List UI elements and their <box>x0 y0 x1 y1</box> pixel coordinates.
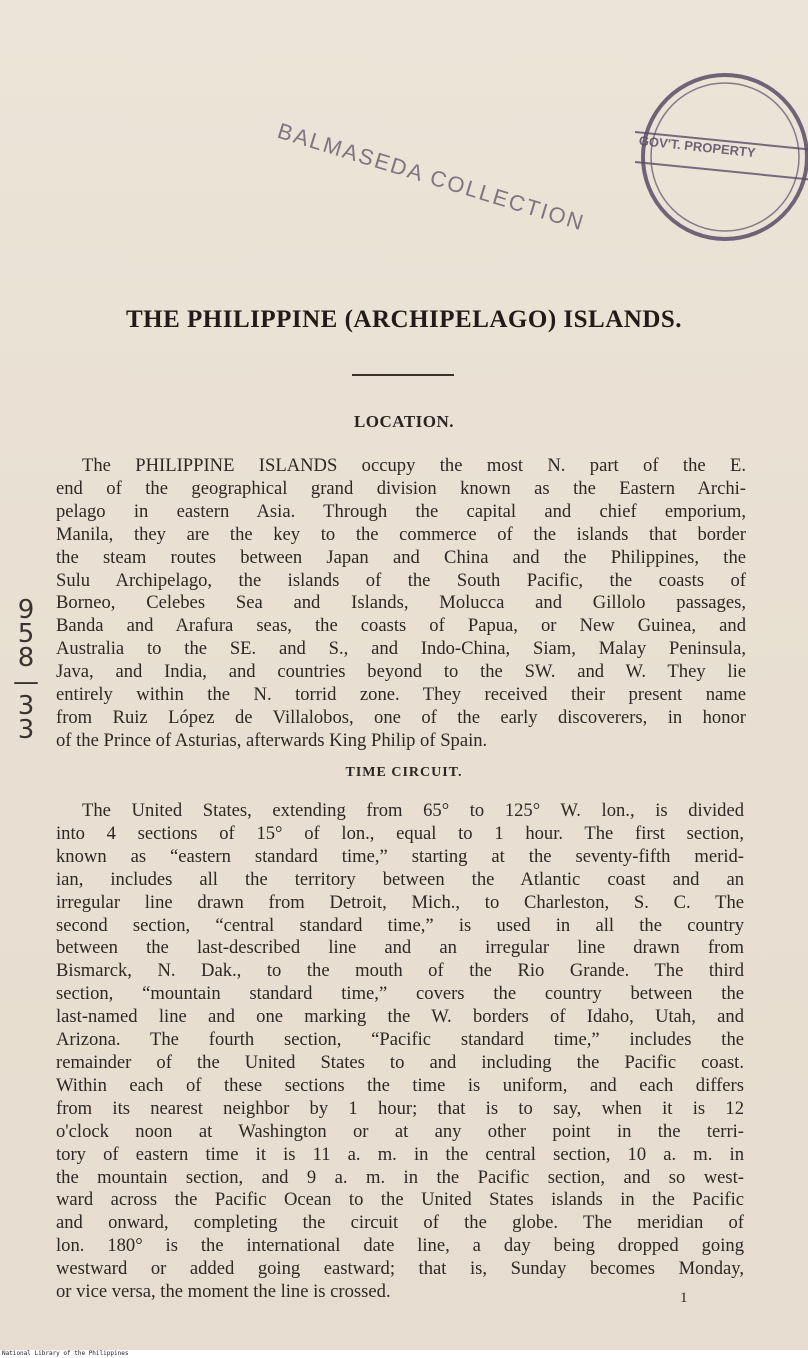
location-line: Java, and India, and countries beyond to the SW. and W. They lie <box>56 661 746 683</box>
location-line: Sulu Archipelago, the islands of the South Pacific, the coasts of <box>56 569 746 591</box>
time-line: lon. 180° is the international date line, a day being dropped going <box>56 1235 744 1257</box>
time-line: between the last-described line and an irregular line drawn from <box>56 937 744 959</box>
location-line: end of the geographical grand division known as the Eastern Archi- <box>56 477 746 499</box>
location-heading: LOCATION. <box>353 412 455 431</box>
collection-stamp: BALMASEDA COLLECTION <box>274 118 589 236</box>
location-paragraph <box>56 455 746 753</box>
margin-digit: 9 <box>17 595 35 625</box>
time-line: westward or added going eastward; that is, Sunday becomes Monday, <box>56 1258 744 1280</box>
title-divider <box>352 374 454 376</box>
time-line: remainder of the United States to and including the Pacific coast. <box>56 1051 744 1073</box>
library-footer: National Library of the Philippines <box>0 1350 808 1358</box>
location-line: the steam routes between Japan and China and the Philippines, the <box>56 546 746 568</box>
time-line: or vice versa, the moment the line is crossed. <box>56 1281 391 1303</box>
location-line: from Ruiz López de Villalobos, one of the early discoverers, in honor <box>56 706 746 728</box>
location-line: Australia to the SE. and S., and Indo-China, Siam, Malay Peninsula, <box>56 638 746 660</box>
time-line: tory of eastern time it is 11 a. m. in the central section, 10 a. m. in <box>56 1143 744 1165</box>
time-line: o'clock noon at Washington or at any other point in the terri- <box>56 1120 744 1142</box>
time-line: ian, includes all the territory between the Atlantic coast and an <box>56 868 744 890</box>
time-line: known as “eastern standard time,” starting at the seventy-fifth merid- <box>56 845 744 867</box>
margin-digit: 5 <box>17 619 35 649</box>
seal-stamp <box>630 62 808 252</box>
margin-digit: 3 <box>17 715 35 745</box>
location-line: pelago in eastern Asia. Through the capital and chief emporium, <box>56 500 746 522</box>
location-line: of the Prince of Asturias, afterwards King Philip of Spain. <box>56 729 488 751</box>
time-circuit-heading: TIME CIRCUIT. <box>345 765 463 780</box>
margin-handwritten-number <box>6 595 46 745</box>
time-line: the mountain section, and 9 a. m. in the Pacific section, and so west- <box>56 1166 744 1188</box>
page-number: 1 <box>680 1290 688 1306</box>
margin-digit: 8 <box>17 643 35 673</box>
time-line: ward across the Pacific Ocean to the United States islands in the Pacific <box>56 1189 744 1211</box>
time-line: Within each of these sections the time is uniform, and each differs <box>56 1074 744 1096</box>
time-line: The United States, extending from 65° to 125° W. lon., is divided <box>82 800 744 821</box>
location-line: Borneo, Celebes Sea and Islands, Molucca and Gillolo passages, <box>56 592 746 614</box>
time-line: second section, “central standard time,” is used in all the country <box>56 914 744 936</box>
time-line: into 4 sections of 15° of lon., equal to 1 hour. The first section, <box>56 822 744 844</box>
time-line: Arizona. The fourth section, “Pacific standard time,” includes the <box>56 1029 744 1051</box>
time-line: irregular line drawn from Detroit, Mich., to Charleston, S. C. The <box>56 891 744 913</box>
time-line: and onward, completing the circuit of the globe. The meridian of <box>56 1212 744 1234</box>
time-line: section, “mountain standard time,” covers the country between the <box>56 983 744 1005</box>
location-line: entirely within the N. torrid zone. They received their present name <box>56 684 746 706</box>
location-line: Manila, they are the key to the commerce of the islands that border <box>56 523 746 545</box>
margin-digit: 3 <box>17 691 35 721</box>
margin-digit: — <box>13 667 39 697</box>
location-line: Banda and Arafura seas, the coasts of Papua, or New Guinea, and <box>56 615 746 637</box>
time-line: last-named line and one marking the W. borders of Idaho, Utah, and <box>56 1006 744 1028</box>
seal-stamp-text: GOV'T. PROPERTY <box>638 132 757 161</box>
page-title: THE PHILIPPINE (ARCHIPELAGO) ISLANDS. <box>125 306 683 333</box>
time-circuit-paragraph <box>56 800 744 1304</box>
time-line: Bismarck, N. Dak., to the mouth of the Rio Grande. The third <box>56 960 744 982</box>
location-line: The PHILIPPINE ISLANDS occupy the most N. part of the E. <box>82 455 746 476</box>
time-line: from its nearest neighbor by 1 hour; that is to say, when it is 12 <box>56 1097 744 1119</box>
